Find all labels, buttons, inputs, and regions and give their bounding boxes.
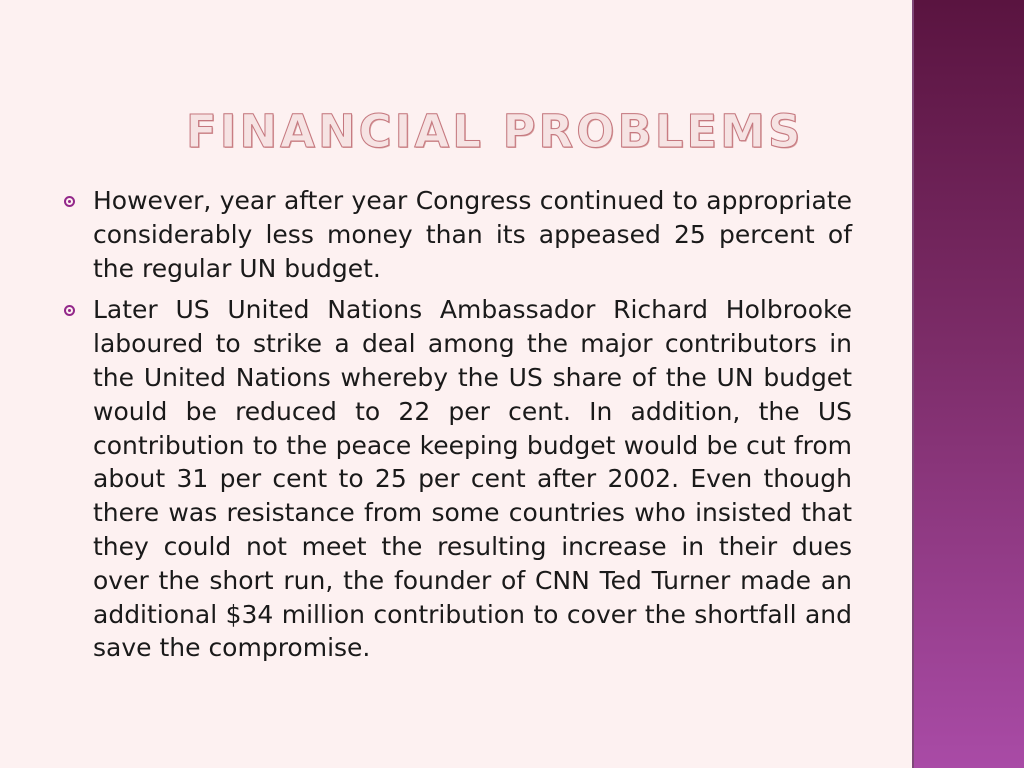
slide-title-text: FINANCIAL PROBLEMS bbox=[186, 105, 804, 158]
side-bar-divider bbox=[912, 0, 914, 768]
circle-bullet-icon bbox=[64, 305, 75, 316]
bullet-item bbox=[60, 293, 852, 665]
bullet-item bbox=[60, 184, 852, 285]
circle-bullet-icon bbox=[64, 196, 75, 207]
bullet-text: However, year after year Congress continued to appropriate considerably less money than its appeased 25 percent of the regular UN budget. bbox=[93, 186, 852, 283]
decorative-side-bar bbox=[912, 0, 1024, 768]
bullet-list bbox=[60, 184, 852, 673]
bullet-text: Later US United Nations Ambassador Richard Holbrooke laboured to strike a deal among the major contributors in the United Nations whereby the US share of the UN budget would be reduced to 22 per cent. In addition, the US contribution to the peace keeping budget would be cut from about 31 per cent to 25 per cent after 2002. Even though there was resistance from some countries who insisted that they could not meet the resulting increase in their dues over the short run, the founder of CNN Ted Turner made an additional $34 million contribution to cover the shortfall and save the compromise. bbox=[93, 295, 852, 663]
slide-title bbox=[186, 104, 803, 160]
